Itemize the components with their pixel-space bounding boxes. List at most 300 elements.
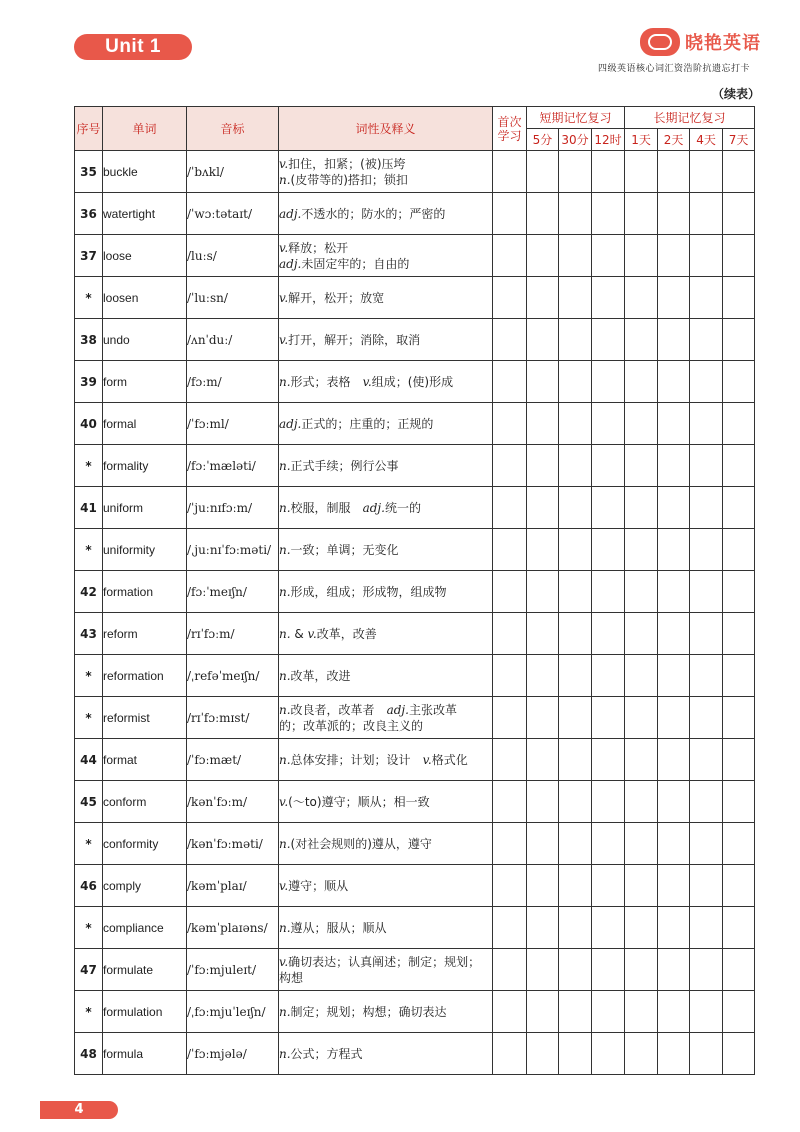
row-definition bbox=[279, 697, 493, 739]
review-checkbox-long-4d[interactable] bbox=[690, 151, 723, 193]
review-checkbox-first-study[interactable] bbox=[493, 781, 527, 823]
row-word: formula bbox=[103, 1033, 187, 1075]
review-checkbox-short-30min[interactable] bbox=[559, 151, 592, 193]
table-row bbox=[75, 907, 755, 949]
row-definition bbox=[279, 613, 493, 655]
review-checkbox-long-4d[interactable] bbox=[690, 949, 723, 991]
review-checkbox-long-4d[interactable] bbox=[690, 403, 723, 445]
header-definition: 词性及释义 bbox=[279, 107, 493, 151]
review-checkbox-long-4d[interactable] bbox=[690, 193, 723, 235]
definition-text: 校服，制服 bbox=[290, 500, 363, 515]
vocab-table bbox=[74, 106, 755, 1075]
review-checkbox-short-12h[interactable] bbox=[592, 907, 625, 949]
row-definition bbox=[279, 865, 493, 907]
review-checkbox-short-12h[interactable] bbox=[592, 277, 625, 319]
review-checkbox-long-1d[interactable] bbox=[625, 697, 658, 739]
row-word: compliance bbox=[103, 907, 187, 949]
definition-line bbox=[279, 954, 492, 970]
review-checkbox-short-12h[interactable] bbox=[592, 655, 625, 697]
review-checkbox-long-4d[interactable] bbox=[690, 697, 723, 739]
table-row bbox=[75, 361, 755, 403]
review-checkbox-long-2d[interactable] bbox=[658, 991, 690, 1033]
review-checkbox-short-30min[interactable] bbox=[559, 445, 592, 487]
review-checkbox-first-study[interactable] bbox=[493, 865, 527, 907]
row-number: 42 bbox=[75, 571, 103, 613]
row-definition bbox=[279, 655, 493, 697]
review-checkbox-short-12h[interactable] bbox=[592, 739, 625, 781]
definition-line bbox=[279, 668, 492, 684]
row-word: formation bbox=[103, 571, 187, 613]
definition-text: 总体安排；计划；设计 bbox=[290, 752, 423, 767]
table-row bbox=[75, 1033, 755, 1075]
review-checkbox-long-1d[interactable] bbox=[625, 781, 658, 823]
review-checkbox-long-4d[interactable] bbox=[690, 613, 723, 655]
definition-text: 遵守；顺从 bbox=[288, 878, 349, 893]
review-checkbox-long-2d[interactable] bbox=[658, 529, 690, 571]
table-row bbox=[75, 235, 755, 277]
definition-line bbox=[279, 172, 492, 188]
review-checkbox-short-30min[interactable] bbox=[559, 277, 592, 319]
row-number: 38 bbox=[75, 319, 103, 361]
review-checkbox-long-7d[interactable] bbox=[723, 823, 755, 865]
review-checkbox-short-30min[interactable] bbox=[559, 613, 592, 655]
review-checkbox-long-7d[interactable] bbox=[723, 1033, 755, 1075]
row-phonetic: /fɔːˈmeɪʃn/ bbox=[187, 571, 279, 613]
review-checkbox-first-study[interactable] bbox=[493, 1033, 527, 1075]
review-checkbox-first-study[interactable] bbox=[493, 571, 527, 613]
review-checkbox-long-4d[interactable] bbox=[690, 655, 723, 697]
review-checkbox-short-5min[interactable] bbox=[527, 571, 559, 613]
header-short-30min: 30分 bbox=[559, 129, 592, 151]
review-checkbox-long-7d[interactable] bbox=[723, 403, 755, 445]
table-row bbox=[75, 655, 755, 697]
review-checkbox-short-30min[interactable] bbox=[559, 571, 592, 613]
review-checkbox-short-12h[interactable] bbox=[592, 235, 625, 277]
row-word: loosen bbox=[103, 277, 187, 319]
review-checkbox-short-12h[interactable] bbox=[592, 697, 625, 739]
review-checkbox-short-30min[interactable] bbox=[559, 361, 592, 403]
review-checkbox-long-1d[interactable] bbox=[625, 445, 658, 487]
part-of-speech: n. bbox=[279, 458, 291, 473]
review-checkbox-long-7d[interactable] bbox=[723, 739, 755, 781]
review-checkbox-first-study[interactable] bbox=[493, 949, 527, 991]
definition-line bbox=[279, 240, 492, 256]
table-row bbox=[75, 277, 755, 319]
row-phonetic: /ˈfɔːmjuleɪt/ bbox=[187, 949, 279, 991]
review-checkbox-long-7d[interactable] bbox=[723, 655, 755, 697]
table-row bbox=[75, 865, 755, 907]
review-checkbox-short-5min[interactable] bbox=[527, 445, 559, 487]
table-row bbox=[75, 823, 755, 865]
review-checkbox-short-5min[interactable] bbox=[527, 361, 559, 403]
review-checkbox-short-5min[interactable] bbox=[527, 781, 559, 823]
review-checkbox-long-2d[interactable] bbox=[658, 235, 690, 277]
review-checkbox-first-study[interactable] bbox=[493, 487, 527, 529]
review-checkbox-short-30min[interactable] bbox=[559, 487, 592, 529]
review-checkbox-long-1d[interactable] bbox=[625, 151, 658, 193]
review-checkbox-first-study[interactable] bbox=[493, 235, 527, 277]
review-checkbox-short-30min[interactable] bbox=[559, 991, 592, 1033]
review-checkbox-first-study[interactable] bbox=[493, 739, 527, 781]
part-of-speech: n. bbox=[279, 374, 291, 389]
review-checkbox-long-2d[interactable] bbox=[658, 319, 690, 361]
review-checkbox-short-30min[interactable] bbox=[559, 235, 592, 277]
review-checkbox-first-study[interactable] bbox=[493, 697, 527, 739]
definition-text: & bbox=[290, 626, 308, 641]
review-checkbox-short-12h[interactable] bbox=[592, 781, 625, 823]
review-checkbox-first-study[interactable] bbox=[493, 823, 527, 865]
row-number: * bbox=[75, 823, 103, 865]
row-definition bbox=[279, 781, 493, 823]
row-word: comply bbox=[103, 865, 187, 907]
review-checkbox-long-2d[interactable] bbox=[658, 949, 690, 991]
review-checkbox-long-4d[interactable] bbox=[690, 361, 723, 403]
table-row bbox=[75, 151, 755, 193]
review-checkbox-short-12h[interactable] bbox=[592, 991, 625, 1033]
review-checkbox-long-4d[interactable] bbox=[690, 823, 723, 865]
row-phonetic: /luːs/ bbox=[187, 235, 279, 277]
review-checkbox-long-4d[interactable] bbox=[690, 235, 723, 277]
part-of-speech: n. bbox=[279, 1004, 291, 1019]
review-checkbox-long-1d[interactable] bbox=[625, 613, 658, 655]
row-definition bbox=[279, 907, 493, 949]
header-short-5min: 5分 bbox=[527, 129, 559, 151]
review-checkbox-long-2d[interactable] bbox=[658, 445, 690, 487]
review-checkbox-long-1d[interactable] bbox=[625, 319, 658, 361]
review-checkbox-short-30min[interactable] bbox=[559, 781, 592, 823]
row-number: * bbox=[75, 907, 103, 949]
definition-text: (对社会规则的)遵从，遵守 bbox=[290, 836, 432, 851]
review-checkbox-long-2d[interactable] bbox=[658, 739, 690, 781]
definition-text: 遵从；服从；顺从 bbox=[290, 920, 387, 935]
row-word: uniform bbox=[103, 487, 187, 529]
review-checkbox-long-1d[interactable] bbox=[625, 361, 658, 403]
row-definition bbox=[279, 403, 493, 445]
review-checkbox-long-4d[interactable] bbox=[690, 277, 723, 319]
part-of-speech: v. bbox=[307, 626, 317, 641]
row-definition bbox=[279, 949, 493, 991]
review-checkbox-long-2d[interactable] bbox=[658, 403, 690, 445]
review-checkbox-long-1d[interactable] bbox=[625, 907, 658, 949]
review-checkbox-long-1d[interactable] bbox=[625, 991, 658, 1033]
row-definition bbox=[279, 823, 493, 865]
definition-text: 一致；单调；无变化 bbox=[290, 542, 399, 557]
review-checkbox-long-4d[interactable] bbox=[690, 445, 723, 487]
part-of-speech: adj. bbox=[386, 702, 409, 717]
review-checkbox-short-5min[interactable] bbox=[527, 151, 559, 193]
review-checkbox-long-7d[interactable] bbox=[723, 361, 755, 403]
row-number: 44 bbox=[75, 739, 103, 781]
review-checkbox-long-1d[interactable] bbox=[625, 739, 658, 781]
header-short-term: 短期记忆复习 bbox=[527, 107, 625, 129]
table-row bbox=[75, 319, 755, 361]
review-checkbox-short-12h[interactable] bbox=[592, 445, 625, 487]
review-checkbox-long-2d[interactable] bbox=[658, 487, 690, 529]
review-checkbox-short-5min[interactable] bbox=[527, 1033, 559, 1075]
table-row bbox=[75, 697, 755, 739]
review-checkbox-short-5min[interactable] bbox=[527, 277, 559, 319]
review-checkbox-long-2d[interactable] bbox=[658, 571, 690, 613]
review-checkbox-long-4d[interactable] bbox=[690, 865, 723, 907]
part-of-speech: v. bbox=[362, 374, 372, 389]
review-checkbox-long-7d[interactable] bbox=[723, 907, 755, 949]
review-checkbox-long-7d[interactable] bbox=[723, 235, 755, 277]
review-checkbox-first-study[interactable] bbox=[493, 403, 527, 445]
definition-line bbox=[279, 794, 492, 810]
review-checkbox-long-4d[interactable] bbox=[690, 781, 723, 823]
review-checkbox-short-5min[interactable] bbox=[527, 739, 559, 781]
review-checkbox-short-30min[interactable] bbox=[559, 907, 592, 949]
review-checkbox-short-5min[interactable] bbox=[527, 949, 559, 991]
header-long-7d: 7天 bbox=[723, 129, 755, 151]
review-checkbox-short-30min[interactable] bbox=[559, 697, 592, 739]
definition-text: 打开，解开；消除，取消 bbox=[288, 332, 421, 347]
review-checkbox-long-2d[interactable] bbox=[658, 781, 690, 823]
review-checkbox-short-12h[interactable] bbox=[592, 613, 625, 655]
definition-text: 形成，组成；形成物，组成物 bbox=[290, 584, 447, 599]
review-checkbox-long-4d[interactable] bbox=[690, 907, 723, 949]
definition-text: 公式；方程式 bbox=[290, 1046, 363, 1061]
review-checkbox-short-5min[interactable] bbox=[527, 613, 559, 655]
row-definition bbox=[279, 235, 493, 277]
review-checkbox-long-1d[interactable] bbox=[625, 193, 658, 235]
review-checkbox-long-1d[interactable] bbox=[625, 277, 658, 319]
page-number: 4 bbox=[40, 1101, 118, 1119]
row-phonetic: /kənˈfɔːməti/ bbox=[187, 823, 279, 865]
row-definition bbox=[279, 361, 493, 403]
review-checkbox-short-30min[interactable] bbox=[559, 529, 592, 571]
definition-text: 正式手续；例行公事 bbox=[290, 458, 399, 473]
definition-line bbox=[279, 500, 492, 516]
review-checkbox-long-1d[interactable] bbox=[625, 487, 658, 529]
row-number: 45 bbox=[75, 781, 103, 823]
review-checkbox-short-12h[interactable] bbox=[592, 319, 625, 361]
part-of-speech: n. bbox=[279, 626, 291, 641]
row-phonetic: /rɪˈfɔːm/ bbox=[187, 613, 279, 655]
table-row bbox=[75, 781, 755, 823]
review-checkbox-long-4d[interactable] bbox=[690, 529, 723, 571]
review-checkbox-short-5min[interactable] bbox=[527, 529, 559, 571]
row-phonetic: /ˈluːsn/ bbox=[187, 277, 279, 319]
header-long-4d: 4天 bbox=[690, 129, 723, 151]
header-word: 单词 bbox=[103, 107, 187, 151]
definition-text: 正式的；庄重的；正规的 bbox=[301, 416, 434, 431]
review-checkbox-long-4d[interactable] bbox=[690, 991, 723, 1033]
review-checkbox-long-2d[interactable] bbox=[658, 697, 690, 739]
row-definition bbox=[279, 277, 493, 319]
row-definition bbox=[279, 571, 493, 613]
table-row bbox=[75, 529, 755, 571]
row-phonetic: /ˌfɔːmjuˈleɪʃn/ bbox=[187, 991, 279, 1033]
review-checkbox-long-2d[interactable] bbox=[658, 613, 690, 655]
row-phonetic: /ʌnˈduː/ bbox=[187, 319, 279, 361]
row-number: 47 bbox=[75, 949, 103, 991]
definition-text: (～to)遵守；顺从；相一致 bbox=[288, 794, 430, 809]
review-checkbox-long-7d[interactable] bbox=[723, 487, 755, 529]
review-checkbox-short-5min[interactable] bbox=[527, 697, 559, 739]
review-checkbox-first-study[interactable] bbox=[493, 151, 527, 193]
definition-line bbox=[279, 206, 492, 222]
review-checkbox-long-1d[interactable] bbox=[625, 823, 658, 865]
review-checkbox-long-2d[interactable] bbox=[658, 1033, 690, 1075]
review-checkbox-short-30min[interactable] bbox=[559, 1033, 592, 1075]
review-checkbox-long-7d[interactable] bbox=[723, 319, 755, 361]
row-number: * bbox=[75, 697, 103, 739]
review-checkbox-short-12h[interactable] bbox=[592, 403, 625, 445]
review-checkbox-short-30min[interactable] bbox=[559, 655, 592, 697]
row-word: formality bbox=[103, 445, 187, 487]
review-checkbox-long-7d[interactable] bbox=[723, 781, 755, 823]
part-of-speech: n. bbox=[279, 836, 291, 851]
review-checkbox-short-5min[interactable] bbox=[527, 907, 559, 949]
review-checkbox-short-30min[interactable] bbox=[559, 193, 592, 235]
row-number: 37 bbox=[75, 235, 103, 277]
review-checkbox-short-12h[interactable] bbox=[592, 487, 625, 529]
brand-logo-icon bbox=[640, 28, 680, 56]
review-checkbox-short-30min[interactable] bbox=[559, 403, 592, 445]
review-checkbox-long-2d[interactable] bbox=[658, 907, 690, 949]
review-checkbox-long-2d[interactable] bbox=[658, 655, 690, 697]
review-checkbox-short-12h[interactable] bbox=[592, 193, 625, 235]
row-definition bbox=[279, 445, 493, 487]
review-checkbox-short-12h[interactable] bbox=[592, 361, 625, 403]
definition-line bbox=[279, 584, 492, 600]
review-checkbox-short-12h[interactable] bbox=[592, 1033, 625, 1075]
definition-text: 扣住，扣紧；(被)压垮 bbox=[288, 156, 406, 171]
review-checkbox-short-12h[interactable] bbox=[592, 529, 625, 571]
row-definition bbox=[279, 193, 493, 235]
review-checkbox-long-1d[interactable] bbox=[625, 529, 658, 571]
part-of-speech: n. bbox=[279, 500, 291, 515]
part-of-speech: v. bbox=[279, 954, 289, 969]
review-checkbox-long-1d[interactable] bbox=[625, 403, 658, 445]
header-num: 序号 bbox=[75, 107, 103, 151]
part-of-speech: n. bbox=[279, 752, 291, 767]
review-checkbox-long-4d[interactable] bbox=[690, 1033, 723, 1075]
review-checkbox-first-study[interactable] bbox=[493, 613, 527, 655]
review-checkbox-short-12h[interactable] bbox=[592, 865, 625, 907]
definition-line bbox=[279, 702, 492, 718]
review-checkbox-long-7d[interactable] bbox=[723, 529, 755, 571]
review-checkbox-long-4d[interactable] bbox=[690, 739, 723, 781]
part-of-speech: v. bbox=[279, 332, 289, 347]
row-definition bbox=[279, 1033, 493, 1075]
review-checkbox-long-4d[interactable] bbox=[690, 571, 723, 613]
review-checkbox-long-7d[interactable] bbox=[723, 151, 755, 193]
review-checkbox-long-2d[interactable] bbox=[658, 151, 690, 193]
row-definition bbox=[279, 739, 493, 781]
review-checkbox-first-study[interactable] bbox=[493, 277, 527, 319]
row-phonetic: /ˈfɔːmjələ/ bbox=[187, 1033, 279, 1075]
review-checkbox-long-4d[interactable] bbox=[690, 487, 723, 529]
review-checkbox-long-7d[interactable] bbox=[723, 949, 755, 991]
row-number: 36 bbox=[75, 193, 103, 235]
review-checkbox-long-2d[interactable] bbox=[658, 823, 690, 865]
review-checkbox-long-2d[interactable] bbox=[658, 193, 690, 235]
review-checkbox-first-study[interactable] bbox=[493, 361, 527, 403]
review-checkbox-first-study[interactable] bbox=[493, 907, 527, 949]
review-checkbox-long-1d[interactable] bbox=[625, 235, 658, 277]
review-checkbox-short-30min[interactable] bbox=[559, 949, 592, 991]
review-checkbox-long-1d[interactable] bbox=[625, 571, 658, 613]
review-checkbox-long-7d[interactable] bbox=[723, 991, 755, 1033]
definition-text: 解开，松开；放宽 bbox=[288, 290, 385, 305]
row-word: format bbox=[103, 739, 187, 781]
review-checkbox-long-2d[interactable] bbox=[658, 865, 690, 907]
review-checkbox-short-5min[interactable] bbox=[527, 235, 559, 277]
review-checkbox-long-2d[interactable] bbox=[658, 277, 690, 319]
review-checkbox-short-5min[interactable] bbox=[527, 319, 559, 361]
review-checkbox-short-30min[interactable] bbox=[559, 865, 592, 907]
review-checkbox-first-study[interactable] bbox=[493, 445, 527, 487]
row-phonetic: /ˈjuːnɪfɔːm/ bbox=[187, 487, 279, 529]
review-checkbox-first-study[interactable] bbox=[493, 991, 527, 1033]
review-checkbox-short-30min[interactable] bbox=[559, 823, 592, 865]
review-checkbox-first-study[interactable] bbox=[493, 529, 527, 571]
definition-text: 改良者，改革者 bbox=[290, 702, 387, 717]
brand-subtitle: 四级英语核心词汇资浩阶抗遗忘打卡 bbox=[598, 64, 751, 74]
review-checkbox-short-30min[interactable] bbox=[559, 739, 592, 781]
continued-label: （续表） bbox=[712, 87, 761, 101]
review-checkbox-first-study[interactable] bbox=[493, 655, 527, 697]
review-checkbox-long-7d[interactable] bbox=[723, 277, 755, 319]
review-checkbox-long-2d[interactable] bbox=[658, 361, 690, 403]
header-phonetic: 音标 bbox=[187, 107, 279, 151]
review-checkbox-short-5min[interactable] bbox=[527, 193, 559, 235]
part-of-speech: v. bbox=[279, 240, 289, 255]
definition-line bbox=[279, 458, 492, 474]
review-checkbox-long-7d[interactable] bbox=[723, 697, 755, 739]
row-number: 43 bbox=[75, 613, 103, 655]
review-checkbox-short-5min[interactable] bbox=[527, 655, 559, 697]
review-checkbox-short-30min[interactable] bbox=[559, 319, 592, 361]
review-checkbox-first-study[interactable] bbox=[493, 193, 527, 235]
row-phonetic: /kəmˈplaɪ/ bbox=[187, 865, 279, 907]
table-row bbox=[75, 613, 755, 655]
table-row bbox=[75, 571, 755, 613]
review-checkbox-long-4d[interactable] bbox=[690, 319, 723, 361]
review-checkbox-short-5min[interactable] bbox=[527, 403, 559, 445]
row-phonetic: /fɔːm/ bbox=[187, 361, 279, 403]
definition-text: 释放；松开 bbox=[288, 240, 349, 255]
review-checkbox-short-12h[interactable] bbox=[592, 151, 625, 193]
review-checkbox-short-5min[interactable] bbox=[527, 865, 559, 907]
review-checkbox-long-7d[interactable] bbox=[723, 193, 755, 235]
review-checkbox-short-5min[interactable] bbox=[527, 823, 559, 865]
definition-line bbox=[279, 878, 492, 894]
header-long-1d: 1天 bbox=[625, 129, 658, 151]
definition-text: 构想 bbox=[279, 970, 304, 985]
review-checkbox-long-1d[interactable] bbox=[625, 865, 658, 907]
row-number: * bbox=[75, 277, 103, 319]
review-checkbox-long-7d[interactable] bbox=[723, 445, 755, 487]
review-checkbox-short-5min[interactable] bbox=[527, 991, 559, 1033]
review-checkbox-long-1d[interactable] bbox=[625, 949, 658, 991]
review-checkbox-long-7d[interactable] bbox=[723, 571, 755, 613]
review-checkbox-short-5min[interactable] bbox=[527, 487, 559, 529]
header-first-study: 首次学习 bbox=[493, 107, 527, 151]
review-checkbox-short-12h[interactable] bbox=[592, 571, 625, 613]
review-checkbox-short-12h[interactable] bbox=[592, 949, 625, 991]
review-checkbox-long-7d[interactable] bbox=[723, 865, 755, 907]
row-word: reformist bbox=[103, 697, 187, 739]
review-checkbox-short-12h[interactable] bbox=[592, 823, 625, 865]
review-checkbox-long-1d[interactable] bbox=[625, 655, 658, 697]
review-checkbox-long-1d[interactable] bbox=[625, 1033, 658, 1075]
review-checkbox-long-7d[interactable] bbox=[723, 613, 755, 655]
part-of-speech: adj. bbox=[279, 416, 302, 431]
review-checkbox-first-study[interactable] bbox=[493, 319, 527, 361]
